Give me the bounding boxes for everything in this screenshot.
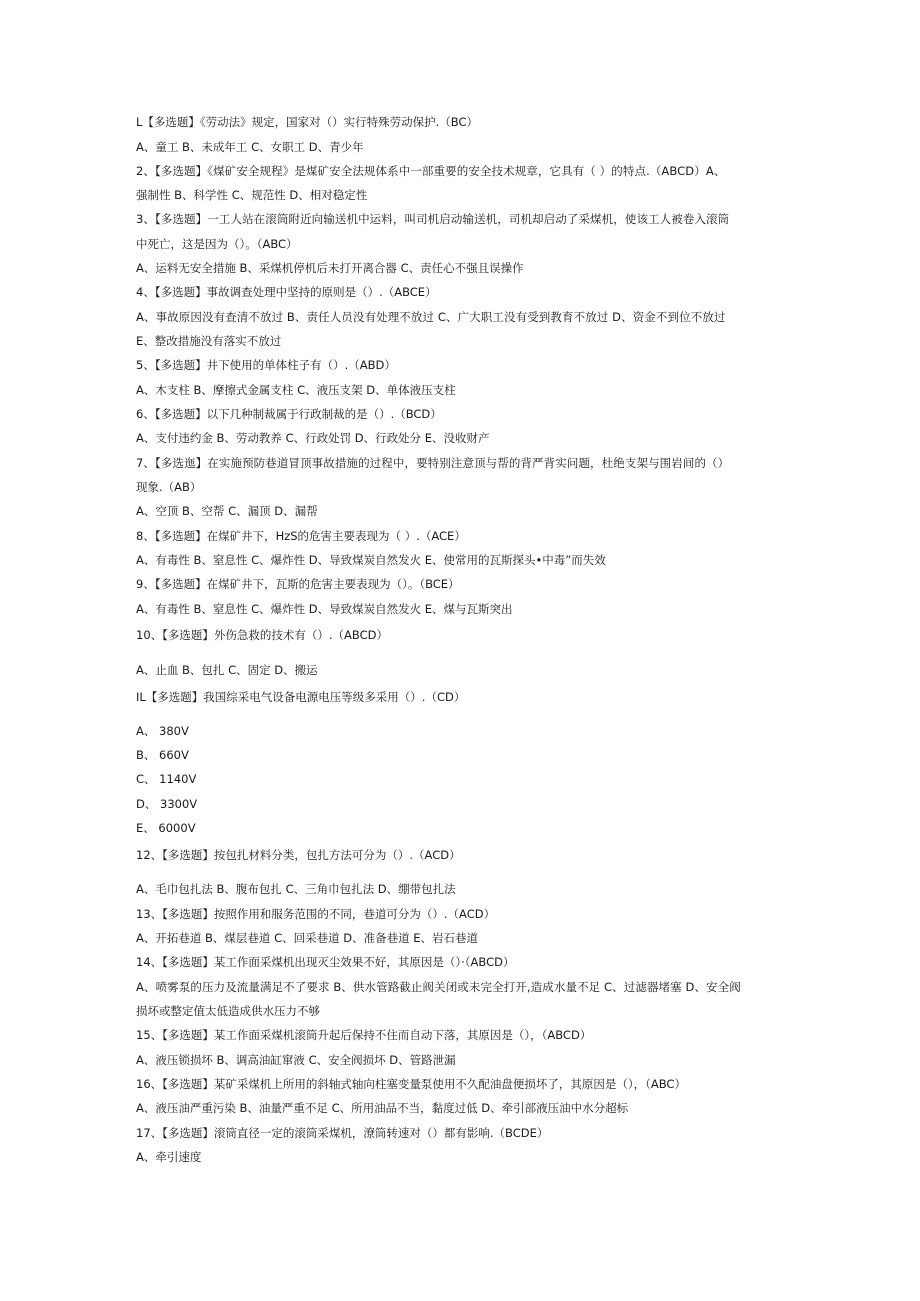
question-14-options-continued: 损坏或整定值太低造成供水压力不够 (136, 1004, 320, 1018)
question-5: 5、【多选题】井下使用的单体柱子有（）.（ABD） (136, 358, 396, 372)
question-1-options: A、童工 B、未成年工 C、女职工 D、青少年 (136, 140, 364, 154)
question-9-options: A、有毒性 B、窒息性 C、爆炸性 D、导致煤炭自然发火 E、煤与瓦斯突出 (136, 602, 513, 616)
question-6: 6、【多选题】以下几种制裁属于行政制裁的是（）.（BCD） (136, 407, 442, 421)
question-12-options: A、毛巾包扎法 B、腹布包扎 C、三角巾包扎法 D、绷带包扎法 (136, 882, 456, 896)
question-7-options: A、空顶 B、空帮 C、漏顶 D、漏帮 (136, 504, 318, 518)
question-4-options-continued: E、整改措施没有落实不放过 (136, 334, 282, 348)
question-3: 3、【多选题】一工人站在滚筒附近向输送机中运料，叫司机启动输送机，司机却启动了采煤机，使该工人被卷入滚筒 (136, 212, 730, 226)
question-16: 16、【多选题】某矿采煤机上所用的斜轴式轴向柱塞变量泵使用不久配油盘便损坏了，其原因是（），（ABC） (136, 1077, 686, 1091)
question-8-options: A、有毒性 B、窒息性 C、爆炸性 D、导致煤炭自然发火 E、使常用的瓦斯探头•中毒”而失效 (136, 553, 606, 567)
question-11-option-a: A、 380V (136, 724, 189, 738)
question-11-option-d: D、 3300V (136, 797, 198, 811)
question-4-options: A、事故原因没有查清不放过 B、责任人员没有处理不放过 C、广大职工没有受到教育不放过 D、资金不到位不放过 (136, 310, 726, 324)
question-17: 17、【多选题】滚筒直径一定的滚筒采煤机，潦筒转速对（）都有影响.（BCDE） (136, 1126, 549, 1140)
question-12: 12、【多选题】按包扎材料分类，包扎方法可分为（）.（ACD） (136, 848, 461, 862)
question-11-option-b: B、 660V (136, 748, 189, 762)
question-10-options: A、止血 B、包扎 C、固定 D、搬运 (136, 663, 318, 677)
question-6-options: A、支付违约金 B、劳动教养 C、行政处罚 D、行政处分 E、没收财产 (136, 431, 490, 445)
question-13: 13、【多选题】按照作用和服务范围的不同，巷道可分为（）.（ACD） (136, 907, 496, 921)
question-11-option-c: C、 1140V (136, 772, 197, 786)
question-9: 9、【多选题】在煤矿井下，瓦斯的危害主要表现为（）。（BCE） (136, 577, 460, 591)
question-15: 15、【多选题】某工作面采煤机滚筒升起后保持不住而自动下落，其原因是（），（ABCD） (136, 1028, 592, 1042)
question-1: L【多选题】《劳动法》规定，国家对（）实行特殊劳动保护.（BC） (136, 115, 479, 129)
question-13-options: A、开拓巷道 B、煤层巷道 C、回采巷道 D、准备巷道 E、岩石巷道 (136, 931, 479, 945)
question-11: IL【多选题】我国综采电气设备电源电压等级多采用（）.（CD） (136, 690, 466, 704)
question-11-option-e: E、 6000V (136, 821, 196, 835)
question-17-options: A、牵引速度 (136, 1150, 202, 1164)
question-2: 2、【多选题】《煤矿安全规程》是煤矿安全法规体系中一部重要的安全技术规章，它具有（ ）的特点.（ABCD）A、 (136, 164, 726, 178)
question-14: 14、【多选题】某工作面采煤机出现灭尘效果不好，其原因是（）·（ABCD） (136, 955, 515, 969)
question-5-options: A、木支柱 B、摩擦式金属支柱 C、液压支架 D、单体液压支柱 (136, 383, 456, 397)
question-3-continued: 中死亡，这是因为（）。（ABC） (136, 237, 298, 251)
question-15-options: A、液压锁损坏 B、调高油缸窜液 C、安全阀损坏 D、管路泄漏 (136, 1053, 456, 1067)
question-7: 7、【多选迤】在实施预防巷道冒顶事故措施的过程中，要特别注意顶与帮的背严背实问题，杜绝支架与围岩间的（） (136, 456, 730, 470)
question-7-continued: 现象.（AB） (136, 480, 202, 494)
question-10: 10、【多选题】外伤急救的技术有（）.（ABCD） (136, 628, 388, 642)
question-14-options: A、喷雾泵的压力及流量满足不了要求 B、供水管路截止阀关闭或未完全打开,造成水量不足 C、过滤器堵塞 D、安全阀 (136, 980, 741, 994)
question-3-options: A、运料无安全措施 B、采煤机停机后未打开离合器 C、责任心不强且误操作 (136, 261, 524, 275)
question-16-options: A、液压油严重污染 B、油量严重不足 C、所用油品不当，黏度过低 D、牵引部液压油中水分超标 (136, 1101, 629, 1115)
question-2-options: 强制性 B、科学性 C、规范性 D、相对稳定性 (136, 188, 368, 202)
question-8: 8、【多选题】在煤矿井下，HzS的危害主要表现为（ ）.（ACE） (136, 529, 466, 543)
question-4: 4、【多选题】事故调查处理中坚持的原则是（）.（ABCE） (136, 285, 437, 299)
